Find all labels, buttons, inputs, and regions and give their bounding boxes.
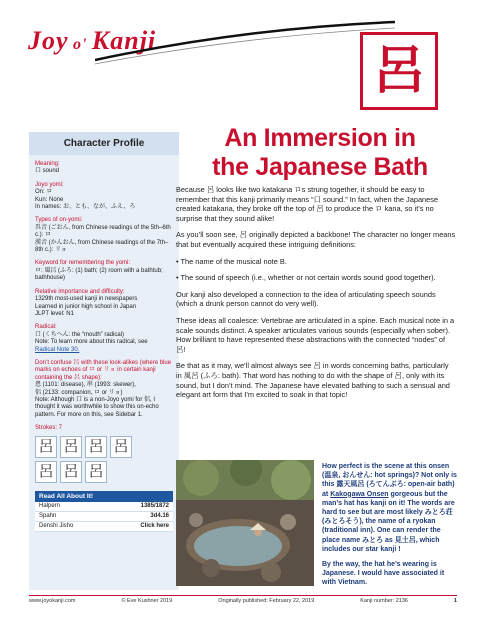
strokes-label: Strokes: 7 [35, 425, 63, 432]
confuse-note: Note: Although 口 is a non-Joyo yomi for 侶, I thought it was worthwhile to show this on-echo pattern. For more on this, see Sidebar 1. [35, 396, 159, 418]
kakogawa-onsen-link[interactable]: Kakogawa Onsen [330, 490, 389, 498]
keyword-value: ロ: 風呂 (ふろ: (1) bath; (2) room with a bathtub; bathhouse) [35, 267, 163, 282]
featured-kanji: 呂 [372, 41, 425, 101]
joyo-label: Joyo yomi: [35, 181, 64, 188]
caption-text-3: By the way, the hat he’s wearing is Japanese. I would have associated it with Vietnam. [322, 561, 445, 587]
ref-value: 3d4.16 [150, 513, 169, 520]
kun-yomi: Kun: None [35, 196, 64, 203]
paragraph-6: These ideas all coalesce: Vertebrae are articulated in a spine. Each musical note in a scale sounds distinct. A speaker articulates various sounds (especially when sober). How brilliant to have represented these abstractions with the connected “nodes” of 呂! [176, 315, 455, 354]
strokes-section [35, 425, 173, 482]
paragraph-1: Because 呂 looks like two katakana ロs strung together, it should be easy to remember that this kanji primarily means “口 sound.” In fact, when the Japanese created katakana, they broke off the top of 呂 to produce the ロ kana, so it’s no surprise that they sound alike! [176, 185, 439, 223]
stroke-step-5: 呂 [35, 461, 57, 483]
confuse-section [35, 360, 173, 419]
stroke-step-3: 呂 [85, 436, 107, 458]
onsen-photo [176, 460, 314, 586]
types-goon: 呉音 (ごおん, from Chinese readings of the 5th–6th c.): ロ [35, 224, 171, 239]
raa-title: Read All About It! [35, 491, 173, 502]
stroke-step-4: 呂 [110, 436, 132, 458]
meaning-value: 口 sound [35, 168, 60, 175]
importance-frequency: 1329th most-used kanji in newspapers [35, 296, 138, 303]
keyword-label: Keyword for remembering the yomi: [35, 260, 131, 267]
name-readings: In names: お、とも、なが、ふえ、ろ [35, 204, 136, 211]
title-line-2: the Japanese Bath [212, 153, 428, 181]
confuse-label: Don’t confuse 呂 with these look-alikes (where blue marks on echoes of ロ or リョ in certain kanji containing the 呂 shape): [35, 359, 172, 381]
importance-section [35, 289, 173, 319]
footer-published: Originally published: February 22, 2019 [218, 598, 315, 604]
meaning-label: Meaning: [35, 161, 60, 167]
footer-divider [29, 595, 457, 596]
stroke-order-row-1 [35, 436, 173, 458]
on-yomi: On: ロ [35, 189, 53, 196]
types-label: Types of on-yomi: [35, 217, 83, 224]
stroke-step-7: 呂 [85, 461, 107, 483]
ref-row-halpern [35, 502, 173, 512]
paragraph-7: Be that as it may, we’ll almost always see 呂 in words concerning baths, particularly in 風呂 (ふろ: bath). That word has nothing to do with the shape of 呂, only with its sound, but I don’t mind. The Japanese have elevated bathing to such a sensual and elegant art form that I’m excited to soak in that topic! [176, 361, 450, 400]
confuse-lookalikes-2: 侶 (2133: companion, ロ or リョ) [35, 389, 123, 396]
paragraph-3: • The name of the musical note B. [176, 256, 287, 266]
logo-joy: Joy [28, 26, 69, 55]
ref-value: 1385/1872 [140, 503, 169, 510]
radical-note: Note: To learn more about this radical, see [35, 339, 148, 346]
ref-name: Spahn [39, 513, 57, 520]
stroke-step-1: 呂 [35, 436, 57, 458]
caption-text-1: How perfect is the scene at this onsen (温泉, おんせん: hot springs)? Not only is this 露天風呂 (ろてんぶろ: open-air bath) at [322, 463, 457, 498]
joyo-yomi-section [35, 182, 173, 212]
importance-label: Relative importance and difficulty: [35, 288, 125, 295]
photo-caption [322, 462, 458, 594]
radical-label: Radical: [35, 324, 57, 331]
ref-row-spahn [35, 512, 173, 522]
types-section [35, 217, 173, 254]
caption-text-2: gorgeous but the man’s hat has kanji on it! The words are hard to see but are most likely みとろ荘 (みとろそう), the name of a ryokan (traditional inn). One can render the place name みとろ as 見土呂, which includes our star kanji ! [322, 490, 455, 553]
ref-name: Halpern [39, 503, 61, 510]
footer-site[interactable]: www.joyokanji.com [29, 598, 76, 604]
footer-kanji-number: Kanji number: 2136 [360, 598, 408, 604]
stroke-step-6: 呂 [60, 461, 82, 483]
sidebar-title: Character Profile [29, 132, 179, 155]
importance-jlpt: JLPT level: N1 [35, 310, 74, 317]
radical-note-link[interactable]: Radical Note 30. [35, 346, 80, 353]
paragraph-4: • The sound of speech (i.e., whether or not certain words sound good together). [176, 273, 436, 283]
meaning-section [35, 161, 173, 176]
read-all-about-it-table [35, 491, 173, 532]
radical-value: 口 (くちへん: the “mouth” radical) [35, 331, 125, 338]
character-profile-sidebar [29, 132, 179, 590]
confuse-lookalikes-1: 患 (1101: disease), 串 (1993: skewer), [35, 382, 136, 389]
radical-section [35, 324, 173, 354]
importance-school: Learned in junior high school in Japan [35, 303, 137, 310]
stroke-step-2: 呂 [60, 436, 82, 458]
logo-o: o' [73, 36, 88, 53]
denshi-jisho-link[interactable]: Click here [140, 523, 169, 530]
page-number: 1 [453, 598, 457, 604]
paragraph-5: Our kanji also developed a connection to the idea of articulating speech sounds (which a drunk person cannot do very well). [176, 289, 436, 309]
page-footer [29, 598, 457, 604]
logo-kanji: Kanji [91, 26, 157, 55]
ref-name: Denshi Jisho [39, 523, 74, 530]
paragraph-2: As you’ll soon see, 呂 originally depicted a backbone! The character no longer means that but eventually acquired these intriguing definitions: [176, 230, 456, 249]
footer-copyright: © Eve Kushner 2019 [121, 598, 173, 604]
article-title [200, 124, 440, 182]
ref-row-denshi-jisho [35, 522, 173, 532]
keyword-section [35, 260, 173, 282]
article-body [176, 185, 456, 407]
header-swoosh [95, 18, 395, 78]
stroke-order-row-2 [35, 461, 173, 483]
title-line-1: An Immersion in [224, 124, 416, 152]
featured-kanji-box [360, 32, 438, 110]
types-kanon: 漢音 (かんおん, from Chinese readings of the 7th–8th c.): リョ [35, 239, 169, 254]
